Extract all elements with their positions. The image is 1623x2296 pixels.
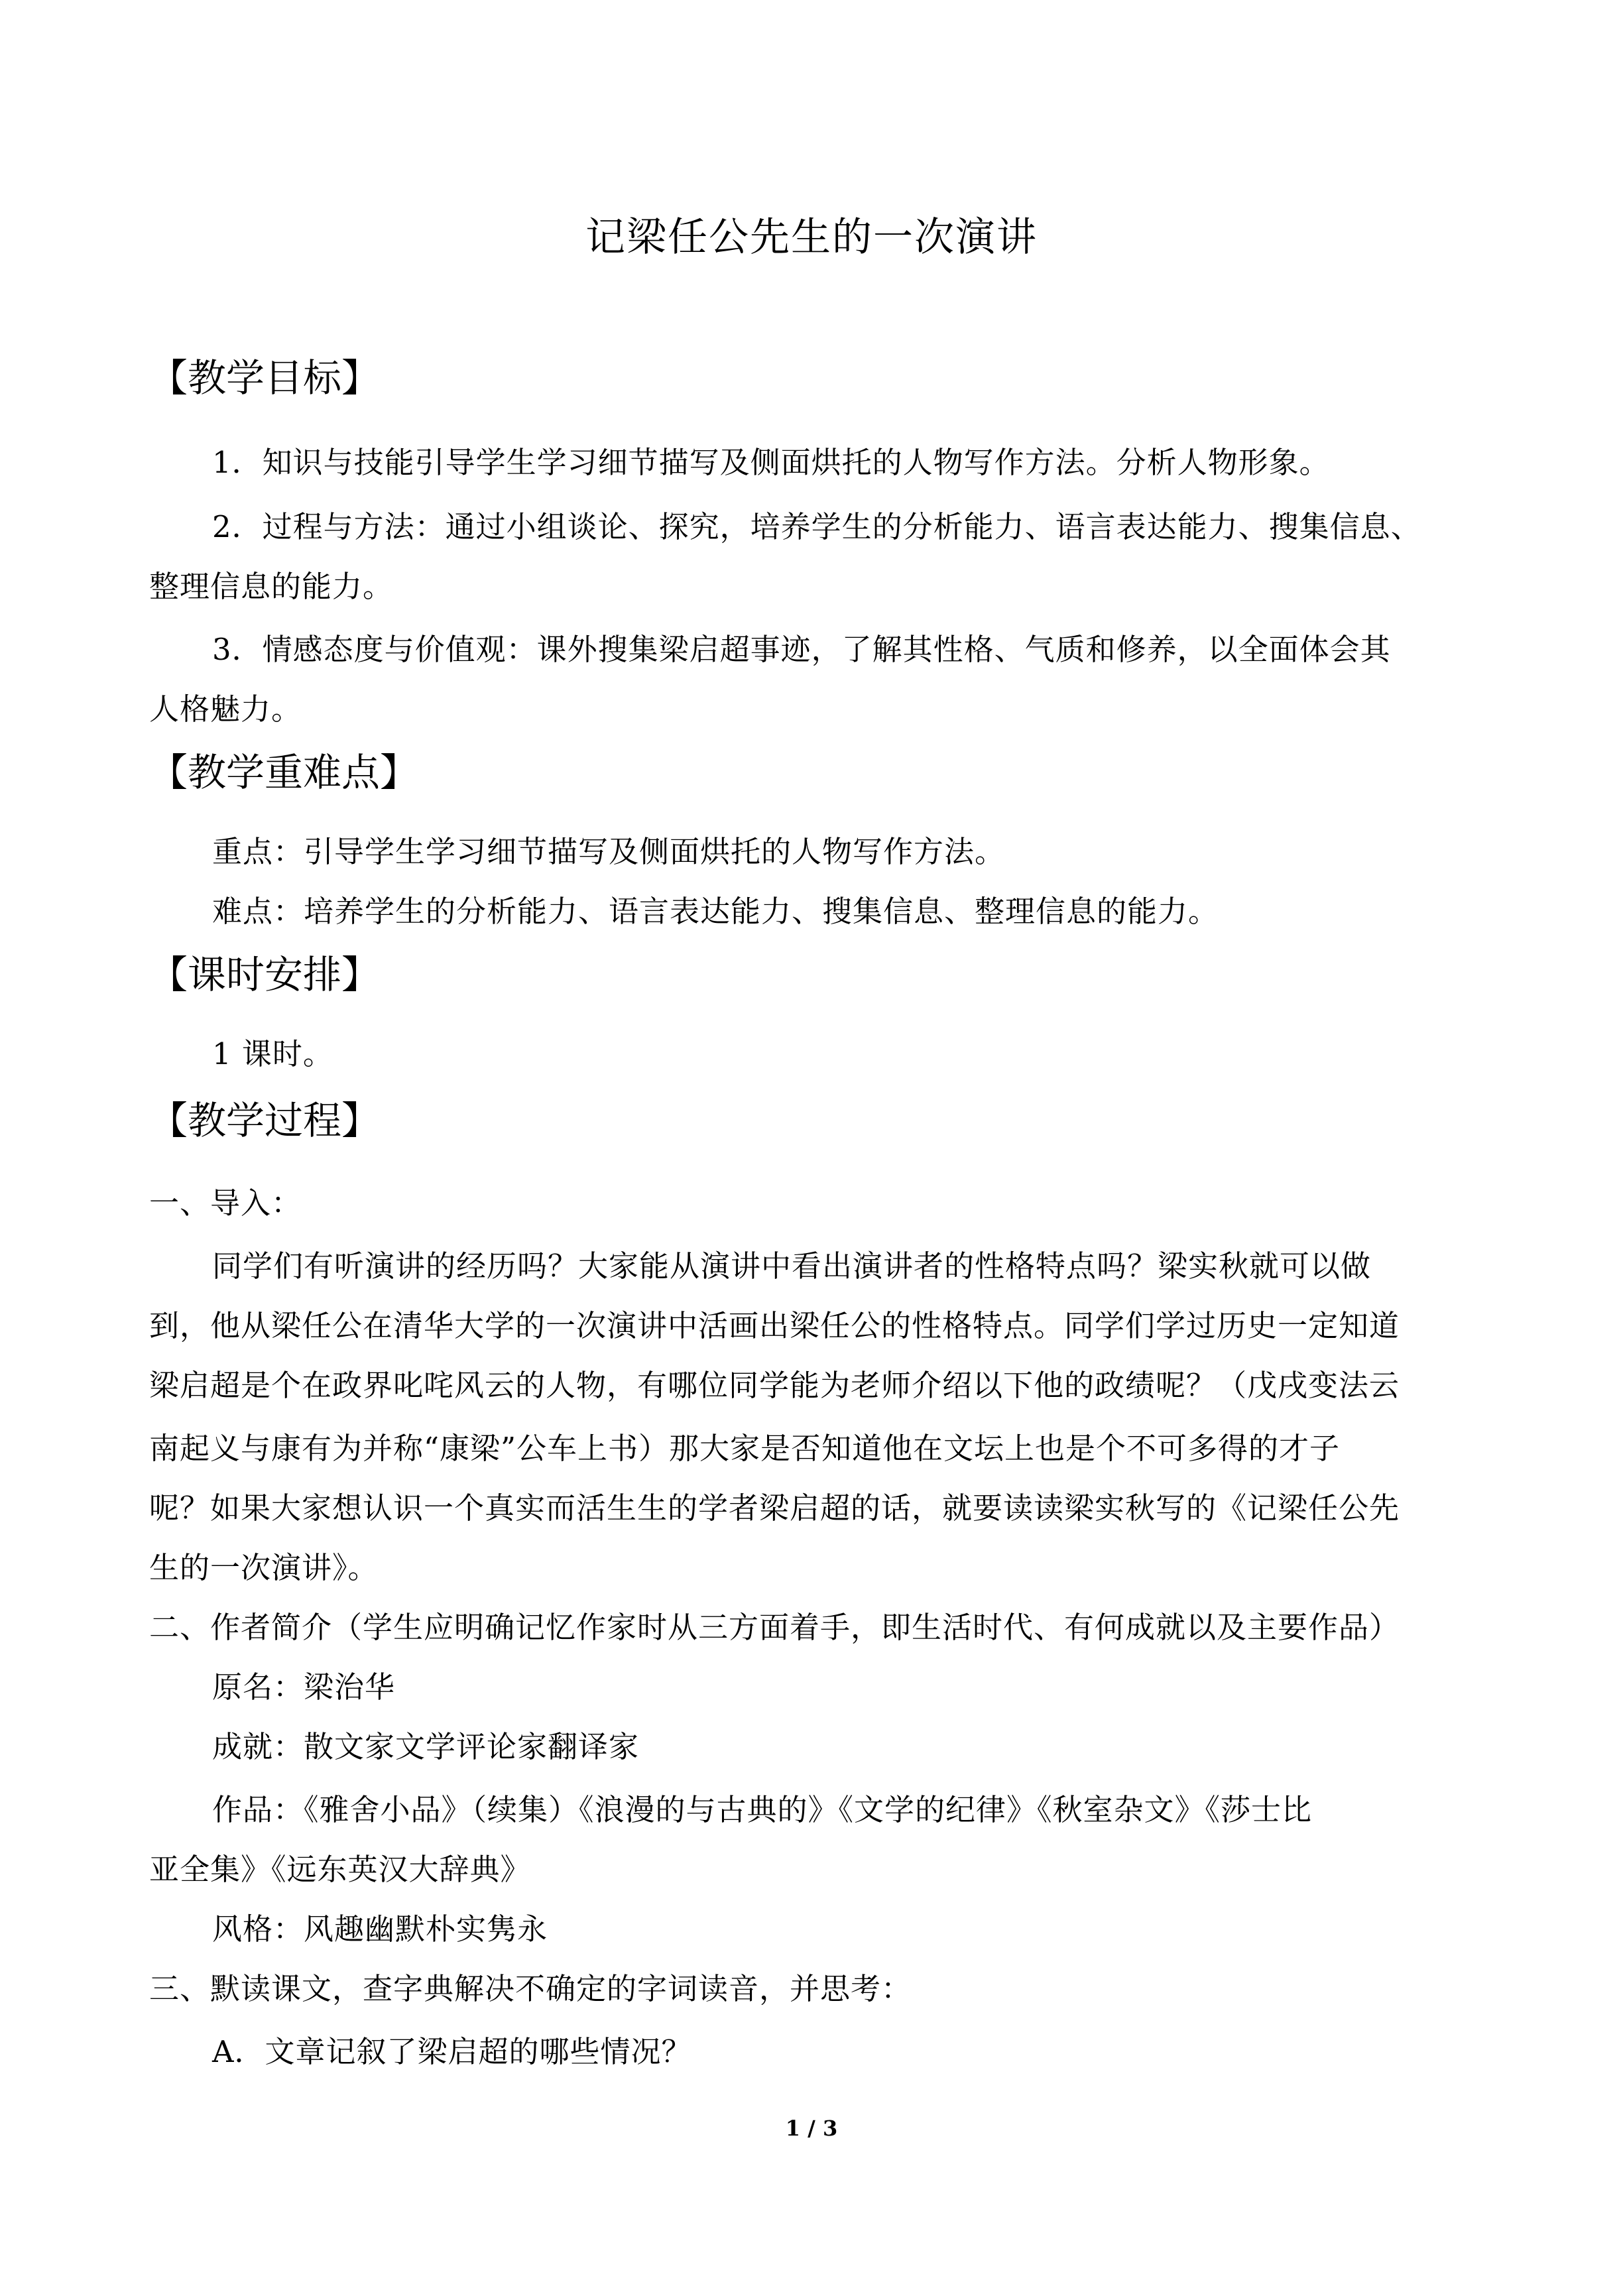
process-line-9: 原名：梁治华 <box>212 1669 396 1705</box>
objectives-line-2: 2．过程与方法：通过小组谈论、探究，培养学生的分析能力、语言表达能力、搜集信息、 <box>212 509 1421 544</box>
process-line-6: 呢？如果大家想认识一个真实而活生生的学者梁启超的话，就要读读梁实秋写的《记梁任公先 <box>149 1490 1400 1526</box>
process-line-4: 梁启超是个在政界叱咤风云的人物，有哪位同学能为老师介绍以下他的政绩呢？（戊戌变法云 <box>149 1368 1400 1403</box>
objectives-line-5: 人格魅力。 <box>149 692 302 727</box>
process-line-10: 成就：散文家文学评论家翻译家 <box>212 1729 640 1764</box>
process-line-5: 南起义与康有为并称“康梁”公车上书）那大家是否知道他在文坛上也是个不可多得的才子 <box>149 1431 1341 1466</box>
process-line-15: A．文章记叙了梁启超的哪些情况？ <box>212 2034 692 2069</box>
process-line-1: 一、导入： <box>149 1185 302 1221</box>
key-points-line-1: 重点：引导学生学习细节描写及侧面烘托的人物写作方法。 <box>212 834 1006 869</box>
process-line-12: 亚全集》《远东英汉大辞典》 <box>149 1852 531 1887</box>
section-heading-key-points: 【教学重难点】 <box>149 750 419 795</box>
process-line-2: 同学们有听演讲的经历吗？大家能从演讲中看出演讲者的性格特点吗？梁实秋就可以做 <box>212 1248 1372 1284</box>
process-line-11: 作品：《雅舍小品》（续集）《浪漫的与古典的》《文学的纪律》《秋室杂文》《莎士比 <box>212 1792 1313 1827</box>
process-line-7: 生的一次演讲》。 <box>149 1550 379 1585</box>
section-heading-schedule: 【课时安排】 <box>149 952 381 997</box>
process-line-14: 三、默读课文，查字典解决不确定的字词读音，并思考： <box>149 1971 912 2006</box>
section-heading-objectives: 【教学目标】 <box>149 355 381 400</box>
objectives-line-3: 整理信息的能力。 <box>149 569 394 604</box>
process-line-8: 二、作者简介（学生应明确记忆作家时从三方面着手，即生活时代、有何成就以及主要作品） <box>149 1610 1400 1645</box>
objectives-line-1: 1．知识与技能引导学生学习细节描写及侧面烘托的人物写作方法。分析人物形象。 <box>212 445 1330 480</box>
key-points-line-2: 难点：培养学生的分析能力、语言表达能力、搜集信息、整理信息的能力。 <box>212 894 1219 929</box>
objectives-line-4: 3．情感态度与价值观：课外搜集梁启超事迹，了解其性格、气质和修养，以全面体会其 <box>212 632 1391 667</box>
schedule-line-1: 1 课时。 <box>212 1036 333 1071</box>
process-line-13: 风格：风趣幽默朴实隽永 <box>212 1911 548 1947</box>
page-title: 记梁任公先生的一次演讲 <box>585 214 1038 261</box>
process-line-3: 到，他从梁任公在清华大学的一次演讲中活画出梁任公的性格特点。同学们学过历史一定知道 <box>149 1308 1400 1343</box>
section-heading-process: 【教学过程】 <box>149 1098 381 1143</box>
page-number: 1 / 3 <box>785 2116 838 2141</box>
